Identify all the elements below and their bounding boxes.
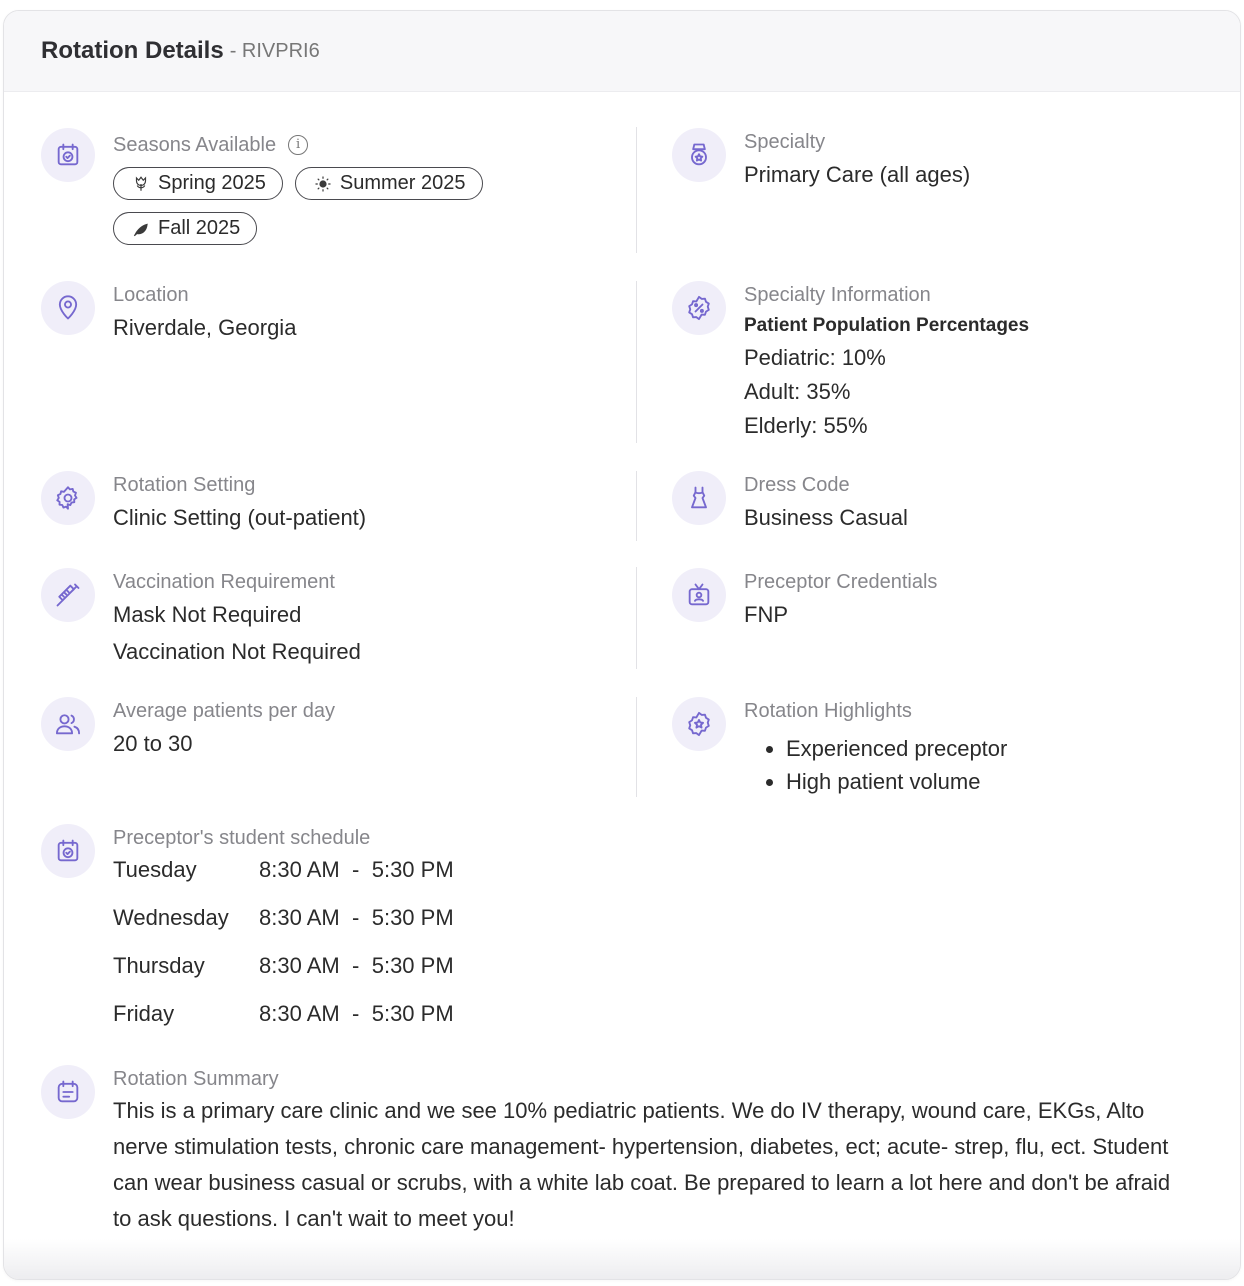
schedule-day: Tuesday bbox=[113, 857, 197, 882]
rotation-setting-value: Clinic Setting (out-patient) bbox=[113, 505, 367, 530]
dress-code-field bbox=[672, 471, 908, 536]
schedule-end: 5:30 PM bbox=[371, 857, 454, 882]
rotation-details-card bbox=[3, 10, 1241, 1280]
avg-patients-field bbox=[41, 697, 335, 762]
star-badge-icon bbox=[672, 697, 726, 751]
schedule-row bbox=[113, 990, 454, 1038]
schedule-end: 5:30 PM bbox=[371, 905, 454, 930]
specialty-field bbox=[672, 128, 970, 193]
id-badge-icon bbox=[672, 568, 726, 622]
specialty-info-label: Specialty Information bbox=[744, 284, 931, 306]
card-header bbox=[4, 11, 1240, 92]
season-pills bbox=[113, 167, 533, 257]
dress-icon bbox=[672, 471, 726, 525]
rotation-setting-field bbox=[41, 471, 366, 536]
vaccination-label: Vaccination Requirement bbox=[113, 571, 335, 593]
list-item: • Experienced preceptor bbox=[786, 732, 1007, 765]
schedule-separator: - bbox=[352, 857, 360, 882]
schedule-separator: - bbox=[352, 905, 360, 930]
schedule-label: Preceptor's student schedule bbox=[113, 827, 371, 849]
location-field bbox=[41, 281, 296, 346]
schedule-start: 8:30 AM bbox=[259, 953, 340, 978]
schedule-table bbox=[113, 846, 454, 1038]
schedule-row bbox=[113, 942, 454, 990]
avg-patients-label: Average patients per day bbox=[113, 700, 336, 722]
rotation-highlights-field bbox=[672, 697, 1007, 798]
location-value: Riverdale, Georgia bbox=[113, 315, 297, 340]
gear-icon bbox=[41, 471, 95, 525]
summary-field bbox=[41, 1065, 1193, 1237]
avg-patients-value: 20 to 30 bbox=[113, 731, 193, 756]
info-icon[interactable]: i bbox=[288, 135, 308, 155]
syringe-icon bbox=[41, 568, 95, 622]
medal-icon bbox=[672, 128, 726, 182]
users-icon bbox=[41, 697, 95, 751]
population-pediatric: Pediatric: 10% bbox=[744, 345, 886, 370]
specialty-label: Specialty bbox=[744, 131, 826, 153]
calendar-check-icon bbox=[41, 824, 95, 878]
season-pill-spring[interactable]: Spring 2025 bbox=[113, 167, 283, 200]
specialty-value: Primary Care (all ages) bbox=[744, 162, 971, 187]
specialty-info-field bbox=[672, 281, 1029, 443]
schedule-start: 8:30 AM bbox=[259, 1001, 340, 1026]
schedule-start: 8:30 AM bbox=[259, 857, 340, 882]
summary-label: Rotation Summary bbox=[113, 1068, 279, 1090]
highlights-list bbox=[744, 732, 1007, 798]
rotation-code: - RIVPRI6 bbox=[229, 39, 320, 62]
schedule-day: Friday bbox=[113, 1001, 175, 1026]
column-divider bbox=[636, 471, 637, 541]
column-divider bbox=[636, 281, 637, 443]
mask-requirement: Mask Not Required bbox=[113, 602, 302, 627]
schedule-day: Thursday bbox=[113, 953, 205, 978]
map-pin-icon bbox=[41, 281, 95, 335]
column-divider bbox=[636, 697, 637, 797]
leaf-icon bbox=[132, 220, 150, 238]
schedule-end: 5:30 PM bbox=[371, 1001, 454, 1026]
location-label: Location bbox=[113, 284, 189, 306]
schedule-separator: - bbox=[352, 1001, 360, 1026]
population-elderly: Elderly: 55% bbox=[744, 413, 868, 438]
schedule-separator: - bbox=[352, 953, 360, 978]
summary-text: This is a primary care clinic and we see 10% pediatric patients. We do IV therapy, wound care, EKGs, Alto nerve stimulation tests, chronic care management- hypertension, diabetes, ect; acute- strep, flu, ect. Student can wear business casual or scrubs, with a white lab coat. Be prepared to learn a lot here and don't be afraid to ask questions. I can't wait to meet you! bbox=[113, 1098, 1171, 1231]
rotation-highlights-label: Rotation Highlights bbox=[744, 700, 912, 722]
preceptor-credentials-label: Preceptor Credentials bbox=[744, 571, 938, 593]
seasons-label: Seasons Available bbox=[113, 134, 277, 156]
preceptor-credentials-field bbox=[672, 568, 937, 633]
schedule-row bbox=[113, 846, 454, 894]
schedule-row bbox=[113, 894, 454, 942]
dress-code-label: Dress Code bbox=[744, 474, 850, 496]
page-title: Rotation Details bbox=[41, 37, 224, 64]
list-item: • High patient volume bbox=[786, 765, 1007, 798]
population-adult: Adult: 35% bbox=[744, 379, 851, 404]
schedule-start: 8:30 AM bbox=[259, 905, 340, 930]
notepad-icon bbox=[41, 1065, 95, 1119]
column-divider bbox=[636, 567, 637, 669]
rotation-setting-label: Rotation Setting bbox=[113, 474, 256, 496]
specialty-info-subheading: Patient Population Percentages bbox=[744, 315, 1030, 336]
vaccination-requirement: Vaccination Not Required bbox=[113, 639, 361, 664]
calendar-check-icon bbox=[41, 128, 95, 182]
preceptor-credentials-value: FNP bbox=[744, 602, 788, 627]
seasons-field bbox=[41, 128, 533, 257]
vaccination-field bbox=[41, 568, 361, 670]
discount-badge-icon bbox=[672, 281, 726, 335]
season-pill-summer[interactable]: Summer 2025 bbox=[295, 167, 483, 200]
season-pill-fall[interactable]: Fall 2025 bbox=[113, 212, 257, 245]
tulip-icon bbox=[132, 175, 150, 193]
dress-code-value: Business Casual bbox=[744, 505, 908, 530]
sun-icon bbox=[314, 175, 332, 193]
schedule-end: 5:30 PM bbox=[371, 953, 454, 978]
schedule-field bbox=[41, 824, 454, 1038]
column-divider bbox=[636, 127, 637, 253]
scroll-fade bbox=[4, 1239, 1240, 1279]
schedule-day: Wednesday bbox=[113, 905, 229, 930]
